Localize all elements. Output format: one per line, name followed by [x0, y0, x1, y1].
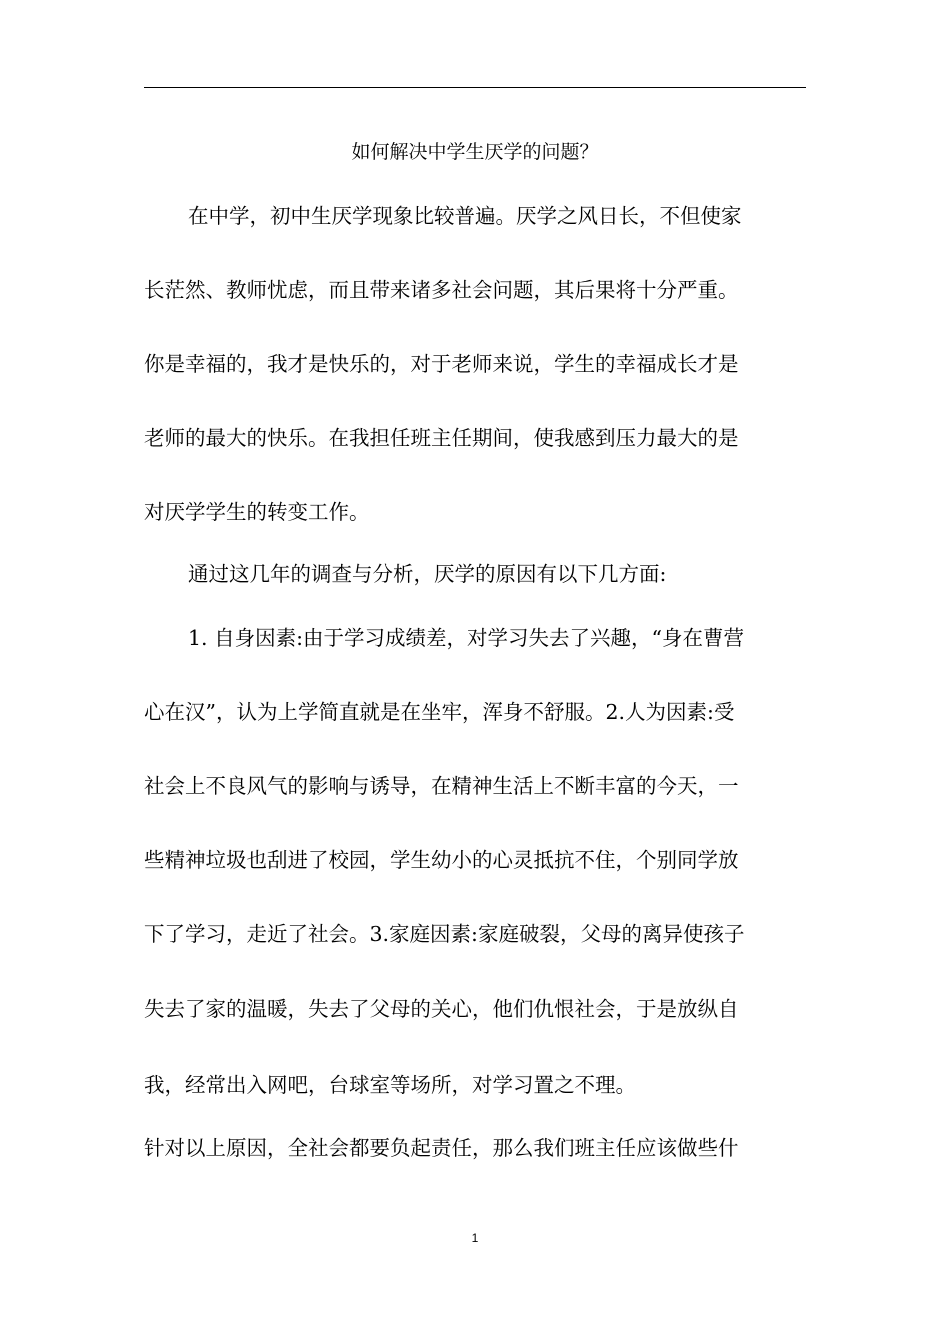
- paragraph-line: 对厌学学生的转变工作。: [144, 500, 370, 524]
- paragraph-line: 针对以上原因，全社会都要负起责任，那么我们班主任应该做些什: [144, 1136, 739, 1160]
- header-rule: [144, 87, 806, 88]
- paragraph-line: 失去了家的温暖，失去了父母的关心，他们仇恨社会，于是放纵自: [144, 997, 739, 1021]
- paragraph-line: 1. 自身因素:由于学习成绩差，对学习失去了兴趣，“身在曹营: [188, 626, 744, 650]
- paragraph-line: 在中学，初中生厌学现象比较普遍。厌学之风日长，不但使家: [188, 204, 742, 228]
- paragraph-line: 下了学习，走近了社会。3.家庭因素:家庭破裂，父母的离异使孩子: [144, 922, 745, 946]
- paragraph-line: 通过这几年的调查与分析，厌学的原因有以下几方面:: [188, 562, 667, 586]
- paragraph-line: 长茫然、教师忧虑，而且带来诸多社会问题，其后果将十分严重。: [144, 278, 739, 302]
- paragraph-line: 心在汉”，认为上学简直就是在坐牢，浑身不舒服。2.人为因素:受: [144, 700, 735, 724]
- page-number: 1: [471, 1231, 479, 1245]
- paragraph-line: 我，经常出入网吧，台球室等场所，对学习置之不理。: [144, 1073, 636, 1097]
- paragraph-line: 社会上不良风气的影响与诱导，在精神生活上不断丰富的今天，一: [144, 774, 739, 798]
- document-title: 如何解决中学生厌学的问题？: [351, 141, 599, 163]
- paragraph-line: 你是幸福的，我才是快乐的，对于老师来说，学生的幸福成长才是: [144, 352, 739, 376]
- paragraph-line: 老师的最大的快乐。在我担任班主任期间，使我感到压力最大的是: [144, 426, 739, 450]
- paragraph-line: 些精神垃圾也刮进了校园，学生幼小的心灵抵抗不住，个别同学放: [144, 848, 739, 872]
